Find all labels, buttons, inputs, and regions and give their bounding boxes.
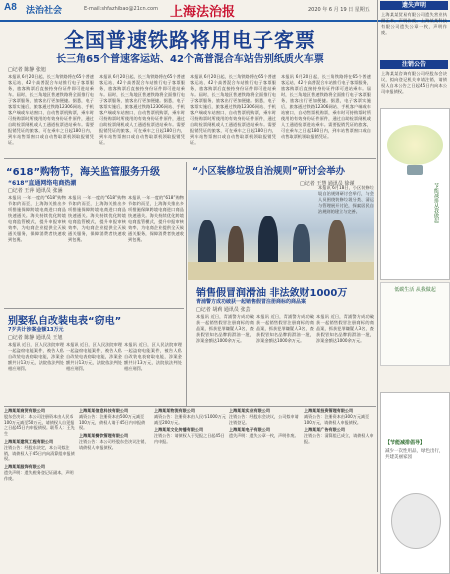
- bulb-base: [407, 165, 423, 175]
- ebike-body-col2: 本报讯 近日，区人民法院审理一起盗窃电能案件，被告人私自改装电表窃取电能，涉案金额共计13万元，法院依法判处相应刑罚。: [66, 342, 122, 371]
- 618-body-col2: 本报讯 一年一度的“618”购物节如约而至，上海海关推出多项措施保障跨境电商进口商品快速通关。海关持续优化跨境电商监管模式，提升申报审核效率，为电商企业提供全天候通关服务，保障消费者快速收到包裹。: [68, 195, 126, 242]
- 618-body-col1: 本报讯 一年一度的“618”购物节如约而至，上海海关推出多项措施保障跨境电商进口商品快速通关。海关持续优化跨境电商监管模式，提升申报审核效率，为电商企业提供全天候通关服务，保障消费者快速收到包裹。: [8, 195, 66, 242]
- fraud-body-col1: 本报讯 近日，青浦警方成功破获一起销售假冒注册商标的商品案，抓获犯罪嫌疑人3名，查获假冒知名品牌润滑油一批，涉案金额达1000余万元。: [196, 314, 254, 343]
- notice-item: 上海某某信息科技有限公司 减资公告：注册资本由500万元减至100万元，债权人请于45日内申报债权。: [79, 408, 146, 431]
- lead-subhead: 长三角65个普速客运站、42个高普混合车站告别纸质火车票: [56, 54, 324, 65]
- fraud-body-col3: 本报讯 近日，青浦警方成功破获一起销售假冒注册商标的商品案，抓获犯罪嫌疑人3名，查获假冒知名品牌润滑油一批，涉案金额达1000余万元。: [316, 314, 374, 343]
- ebike-headline: 别娶私自改装电表“窃电”: [8, 316, 122, 327]
- ebike-byline: □记者 陈静 通讯员 王旭: [8, 335, 63, 341]
- 618-byline: □记者 王萍 通讯员 张涵: [8, 188, 63, 194]
- eco-ad-bottom: [380, 392, 450, 574]
- fraud-headline: 销售假冒润滑油 非法敛财1000万: [196, 288, 348, 299]
- lead-body-col1: 本报讯 6月20日起，长三角铁路将在65个普速客运站、42个高普混合车站推行电子客票服务，旅客购票后直接持身份证件即可进站乘车。届时，长三角地区普速铁路将全面推行电子客票服务，旅客出行更加便捷。据悉，电子客票实施后，旅客通过铁路12306网站、手机客户端或车站窗口、自动售票机购票，乘车时可持购票时所使用的有效身份证件原件，通过自助检票闸机或人工通道检票进站乘车。需要报销凭证的旅客，可在乘车之日起180日内，到车站售票窗口或自动售取票机领取报销凭证。: [8, 74, 94, 145]
- fraud-subhead: 青浦警方成功破获一起销售假冒注册商标的商品案: [196, 299, 307, 305]
- fraud-body-col2: 本报讯 近日，青浦警方成功破获一起销售假冒注册商标的商品案，抓获犯罪嫌疑人3名，查获假冒知名品牌润滑油一批，涉案金额达1000余万元。: [256, 314, 314, 343]
- eco-ad-slogan: 节能减排从我做起: [433, 183, 439, 223]
- page-number: A8: [4, 2, 17, 13]
- issue-date: 2020 年 6 月 19 日 星期五: [308, 7, 370, 13]
- notice-item: 上海某某建筑工程有限公司 注销公告：经股东决定，本公司拟注销，请债权人于45日内向清算组申报债权。: [4, 438, 75, 462]
- notice-column-3: [154, 408, 226, 570]
- notice-column-4: [229, 408, 301, 570]
- lead-headline: 全国普速铁路将用电子客票: [64, 28, 316, 52]
- lead-byline: □记者 陈静 张旭: [8, 67, 46, 73]
- lead-body-col3: 本报讯 6月20日起，长三角铁路将在65个普速客运站、42个高普混合车站推行电子客票服务，旅客购票后直接持身份证件即可进站乘车。届时，长三角地区普速铁路将全面推行电子客票服务，旅客出行更加便捷。据悉，电子客票实施后，旅客通过铁路12306网站、手机客户端或车站窗口、自动售票机购票，乘车时可持购票时所使用的有效身份证件原件，通过自助检票闸机或人工通道检票进站乘车。需要报销凭证的旅客，可在乘车之日起180日内，到车站售票窗口或自动售取票机领取报销凭证。: [190, 74, 276, 145]
- ebike-subhead: 7歹共计涉案金额13万元: [8, 327, 64, 333]
- fraud-byline: □记者 胡莉 通讯员 张芸: [196, 307, 251, 313]
- divider: [4, 158, 376, 159]
- notice-title: 遗失声明: [380, 1, 448, 10]
- divider: [377, 0, 378, 572]
- notice-column-1: [4, 408, 76, 570]
- notice-item: 上海某某实业有限公司 注销公告：经股东会决议，公司拟申请注销登记。: [229, 408, 299, 425]
- trash-byline: □记者 王慧 通讯员 徐谨: [300, 181, 355, 187]
- notice-item: 上海某某餐饮管理有限公司 注销公告：本公司经股东会决议注销，请债权人申报债权。: [79, 433, 149, 450]
- notice-text: 上海某某贸易有限公司遗失营业执照正本，声明作废。上海某某科技有限公司遗失公章一枚，声明作废。: [381, 12, 447, 35]
- divider: [4, 308, 184, 309]
- ebike-body-col3: 本报讯 近日，区人民法院审理一起盗窃电能案件，被告人私自改装电表窃取电能，涉案金额共计13万元，法院依法判处相应刑罚。: [124, 342, 182, 371]
- 618-body-col3: 本报讯 一年一度的“618”购物节如约而至，上海海关推出多项措施保障跨境电商进口商品快速通关。海关持续优化跨境电商监管模式，提升申报审核效率，为电商企业提供全天候通关服务，保障消费者快速收到包裹。: [128, 195, 184, 242]
- notice-text-2: 上海某某咨询有限公司经股东会决议，拟向登记机关申请注销，请债权人自本公告之日起45日内向本公司申报债权。: [381, 71, 447, 94]
- ebike-body-col1: 本报讯 近日，区人民法院审理一起盗窃电能案件，被告人私自改装电表窃取电能，涉案金额共计13万元，法院依法判处相应刑罚。: [8, 342, 64, 371]
- 618-subhead: “618”直通网络电商热潮: [8, 180, 77, 187]
- lightbulb-icon: [387, 125, 443, 165]
- notice-column-5: [304, 408, 376, 570]
- eco-ad-mid-text: 低碳生活 从我做起: [394, 287, 436, 293]
- notice-title-2: 注销公告: [380, 60, 448, 69]
- notice-column-2: [79, 408, 151, 570]
- header-email: E-mail:shfazhibao@21cn.com: [84, 6, 158, 12]
- notice-item: 上海某某投资管理有限公司 减资公告：注册资本由300万元减至100万元，请债权人申报债权。: [304, 408, 370, 425]
- eco-ad-top: [380, 108, 450, 280]
- lead-body-col2: 本报讯 6月20日起，长三角铁路将在65个普速客运站、42个高普混合车站推行电子客票服务，旅客购票后直接持身份证件即可进站乘车。届时，长三角地区普速铁路将全面推行电子客票服务，旅客出行更加便捷。据悉，电子客票实施后，旅客通过铁路12306网站、手机客户端或车站窗口、自动售票机购票，乘车时可持购票时所使用的有效身份证件原件，通过自助检票闸机或人工通道检票进站乘车。需要报销凭证的旅客，可在乘车之日起180日内，到车站售票窗口或自动售取票机领取报销凭证。: [99, 74, 185, 145]
- notice-item: 上海某某物流有限公司 减资公告：注册资本由人民币1000万元减至200万元。: [154, 408, 226, 425]
- eco-ad-bottom-text: 减少一次性用品，绿色出行，共建美丽家园: [385, 449, 444, 460]
- notice-item: 上海某某服饰有限公司 遗失声明：遗失税务登记证副本，声明作废。: [4, 464, 74, 481]
- notice-item: 上海某某文化传播有限公司 注销公告：请债权人于见报之日起45日内申报。: [154, 427, 225, 444]
- lead-body-col4: 本报讯 6月20日起，长三角铁路将在65个普速客运站、42个高普混合车站推行电子客票服务，旅客购票后直接持身份证件即可进站乘车。届时，长三角地区普速铁路将全面推行电子客票服务，旅客出行更加便捷。据悉，电子客票实施后，旅客通过铁路12306网站、手机客户端或车站窗口、自动售票机购票，乘车时可持购票时所使用的有效身份证件原件，通过自助检票闸机或人工通道检票进站乘车。需要报销凭证的旅客，可在乘车之日起180日内，到车站售票窗口或自动售取票机领取报销凭证。: [281, 74, 371, 139]
- 618-headline: “618”购物节，海关监管服务升级: [6, 167, 161, 178]
- character-illustration: [391, 493, 441, 549]
- eco-ad-mid: [380, 282, 450, 366]
- notice-item: 上海某某电子有限公司 遗失声明：遗失公章一枚，声明作废。: [229, 427, 299, 439]
- trash-body: 本报讯 6月18日，小区装修垃圾自治规则研讨会举行，与会人员围绕装修垃圾分类、清运与管理展开讨论，探索居民自治规则的建立与完善。: [318, 185, 374, 214]
- divider: [4, 406, 376, 407]
- notice-item: 上海某某广告有限公司 注销公告：清算组已成立，请债权人申报。: [304, 427, 374, 444]
- section-title: 法治社会: [26, 5, 63, 15]
- divider: [186, 162, 187, 406]
- classified-notices: [4, 408, 376, 570]
- trash-headline: “小区装修垃圾自治规则”研讨会举办: [192, 166, 345, 177]
- notice-item: 上海某某商贸有限公司 股东会决议：本公司注册资本由人民币100万元减至50万元，请债权人自见报之日起45日内申报债权。联系人：王先生: [4, 408, 75, 437]
- eco-ad-bottom-title: 【节能减排倡导】: [385, 440, 426, 446]
- masthead: 上海法治报: [170, 5, 236, 20]
